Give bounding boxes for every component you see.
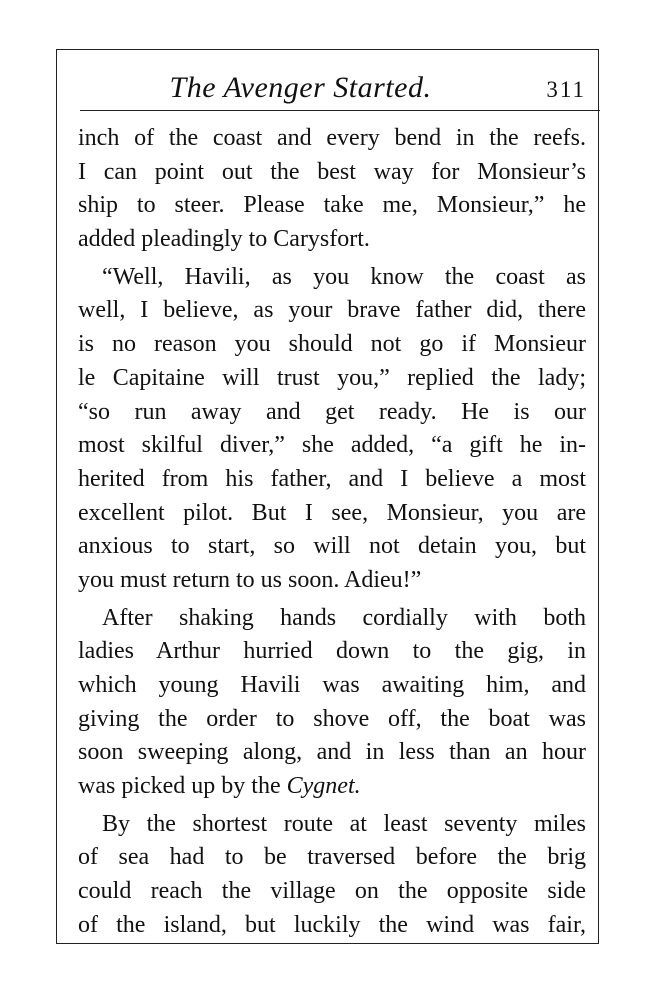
text-line: of the island, but luckily the wind was fair, [78, 911, 586, 938]
paragraph [78, 261, 586, 598]
text-line: well, I believe, as your brave father did, there [78, 297, 586, 324]
text-line: was picked up by the Cygnet. [78, 773, 361, 800]
text-line: is no reason you should not go if Monsieur [78, 331, 586, 358]
page-number: 311 [546, 77, 586, 102]
text-line: which young Havili was awaiting him, and [78, 672, 586, 698]
text-line: excellent pilot. But I see, Monsieur, you are [78, 499, 586, 526]
text-line: added pleadingly to Carysfort. [78, 226, 370, 253]
text-line: could reach the village on the opposite side [78, 878, 586, 905]
text-line: herited from his father, and I believe a most [78, 465, 586, 492]
header-rule [80, 110, 600, 111]
text-line: ladies Arthur hurried down to the gig, in [78, 638, 586, 665]
text-line: giving the order to shove off, the boat was [78, 705, 586, 732]
text-line: inch of the coast and every bend in the reefs. [78, 125, 586, 151]
text-line: you must return to us soon. Adieu!” [78, 566, 422, 593]
text-line: I can point out the best way for Monsieur’s [78, 158, 586, 185]
text-line: ship to steer. Please take me, Monsieur,” he [78, 192, 586, 219]
ship-name: Cygnet. [286, 773, 361, 800]
text-line: “so run away and get ready. He is our [78, 398, 586, 425]
text-line: of sea had to be traversed before the brig [78, 844, 586, 871]
paragraph [78, 602, 586, 804]
text-line: le Capitaine will trust you,” replied the lady; [78, 364, 586, 391]
text-line: “Well, Havili, as you know the coast as [102, 263, 586, 290]
text-line: anxious to start, so will not detain you, but [78, 533, 586, 560]
running-title: The Avenger Started. [169, 71, 432, 104]
text-line: By the shortest route at least seventy miles [102, 810, 586, 837]
text-line: After shaking hands cordially with both [102, 604, 586, 631]
running-head [78, 68, 586, 108]
paragraph [78, 808, 586, 943]
body-text [78, 122, 586, 943]
text-line: most skilful diver,” she added, “a gift he in- [78, 432, 586, 459]
paragraph [78, 122, 586, 257]
text-line: soon sweeping along, and in less than an hour [78, 739, 586, 766]
